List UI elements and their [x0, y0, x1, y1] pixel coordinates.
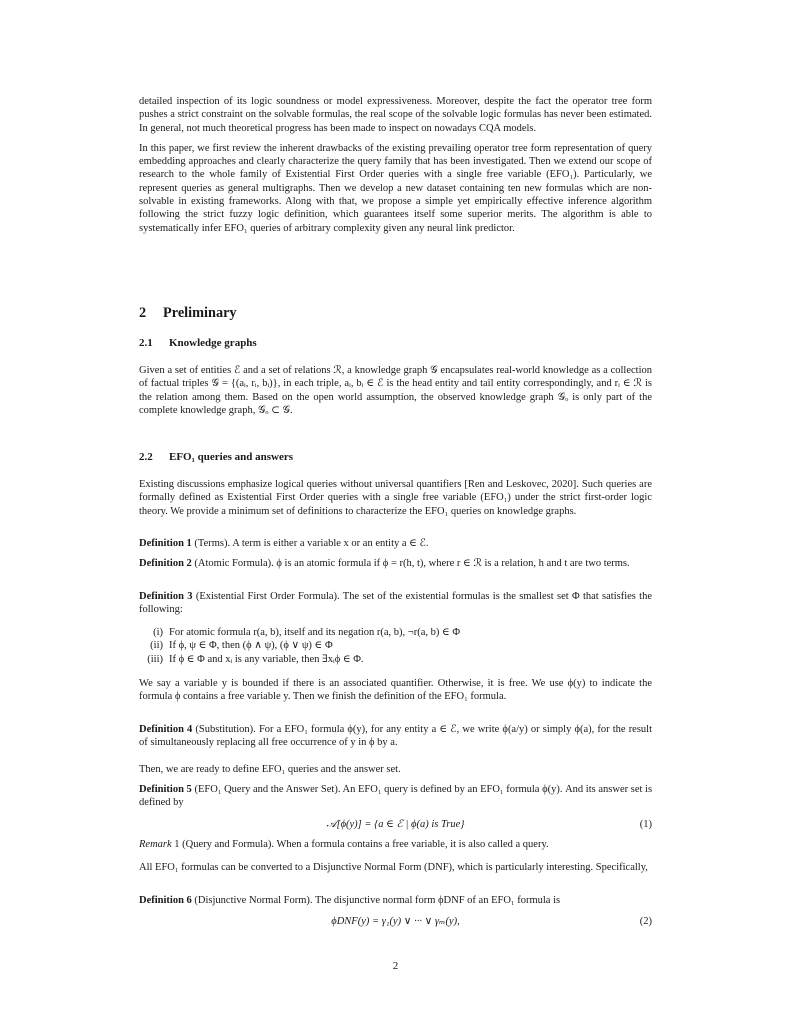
definition-4	[139, 723, 652, 750]
efo-paragraph-block	[139, 478, 652, 518]
intro-block	[139, 95, 652, 235]
bounded-paragraph: We say a variable y is bounded if there is an associated quantifier. Otherwise, it is free. We use ϕ(y) to indicate the formula ϕ contains a free variable y. Then we finish the definition of the EFO₁ formula.	[139, 678, 652, 703]
remark-name: (Query and Formula).	[182, 839, 275, 850]
subsection-heading-2-1	[139, 337, 652, 349]
equation-2	[139, 915, 652, 929]
definition-name: (Disjunctive Normal Form).	[194, 895, 313, 906]
definition-3-list	[133, 626, 646, 666]
definition-text: The set of the existential formulas is the smallest set Φ that satisfies the following:	[139, 591, 653, 616]
remark-number: 1	[174, 839, 180, 850]
definition-5	[139, 783, 652, 810]
equation-number: (1)	[639, 819, 652, 830]
intro-paragraph-1: detailed inspection of its logic soundness or model expressiveness. Moreover, despite the fact the operator tree form pushes a strict constraint on the solvable formulas, the real scope of the solvable logic formulas has never been estimated. In general, not much theoretical progress has been made to inspect on nowadays CQA models.	[139, 96, 652, 134]
definition-head: Definition 3	[139, 591, 193, 602]
remark-text: When a formula contains a free variable, it is also called a query.	[276, 839, 549, 850]
definition-3	[139, 590, 652, 617]
section-number: 2	[139, 305, 147, 321]
bounded-paragraph-block	[139, 677, 652, 704]
definition-text: The disjunctive normal form ϕDNF of an EFO₁ formula is	[314, 895, 561, 906]
remark-1	[139, 838, 652, 851]
dnf-paragraph-block	[139, 861, 652, 874]
remark-head: Remark	[139, 839, 172, 850]
equation-body: ϕDNF(y) = γ₁(y) ∨ ··· ∨ γₘ(y),	[331, 916, 460, 927]
page-number: 2	[392, 960, 399, 972]
definition-name: (Substitution).	[195, 724, 256, 735]
definition-head: Definition 2	[139, 558, 192, 569]
definition-6	[139, 894, 652, 907]
definition-text: ϕ is an atomic formula if ϕ = r(h, t), where r ∈ ℛ is a relation, h and t are two terms.	[276, 558, 630, 569]
definition-head: Definition 4	[139, 724, 193, 735]
definition-name: (EFO₁ Query and the Answer Set).	[194, 784, 341, 795]
subsection-number: 2.1	[139, 337, 153, 349]
list-item: (i) For atomic formula r(a, b), itself and its negation r(a, b), ¬r(a, b) ∈ Φ	[153, 627, 461, 638]
equation-body: 𝒜[ϕ(y)] = {a ∈ ℰ | ϕ(a) is True}	[326, 819, 465, 830]
answer-intro-block	[139, 763, 652, 776]
definition-1	[139, 537, 652, 550]
definition-head: Definition 6	[139, 895, 192, 906]
subsection-number: 2.2	[139, 451, 153, 463]
efo-paragraph: Existing discussions emphasize logical queries without universal quantifiers [Ren and Leskovec, 2020]. Such queries are formally defined as Existential First Order queries with a single free variable (EFO₁) under the strict first-order logic theory. We provide a minimum set of definitions to characterize the EFO₁ queries on knowledge graphs.	[139, 479, 652, 517]
section-heading	[139, 305, 652, 322]
section-title: Preliminary	[163, 305, 237, 321]
list-item: (ii) If ϕ, ψ ∈ Φ, then (ϕ ∧ ψ), (ϕ ∨ ψ) ∈ Φ	[150, 640, 333, 652]
answer-intro: Then, we are ready to define EFO₁ queries and the answer set.	[139, 764, 401, 775]
equation-1	[139, 818, 652, 832]
kg-paragraph-block	[139, 364, 652, 417]
intro-paragraph-2: In this paper, we first review the inherent drawbacks of the existing prevailing operator tree form representation of query embedding approaches and clearly characterize the query family that has been investigated. Then we extend our scope of research to the whole family of Existential First Order queries with a single free variable (EFO₁). Particularly, we represent queries as general multigraphs. Then we develop a new dataset containing ten new formulas which are non-solvable in existing frameworks. Along with that, we propose a simple yet empirically effective inference algorithm following the strict fuzzy logic definition, which guarantees itself some superior merits. The algorithm is able to systematically infer EFO₁ queries of arbitrary complexity given any neural link predictor.	[139, 142, 652, 234]
list-item: (iii) If ϕ ∈ Φ and xᵢ is any variable, then ∃xᵢϕ ∈ Φ.	[147, 653, 364, 665]
definition-name: (Existential First Order Formula).	[195, 591, 340, 602]
definition-text: An EFO₁ query is defined by an EFO₁ formula ϕ(y). And its answer set is defined by	[139, 784, 653, 809]
kg-paragraph: Given a set of entities ℰ and a set of relations ℛ, a knowledge graph 𝒢 encapsulates real-world knowledge as a collection of factual triples 𝒢 = {(aᵢ, rᵢ, bᵢ)}, in each triple, aᵢ, bᵢ ∈ ℰ is the head entity and tail entity correspondingly, and rᵢ ∈ ℛ is the relation among them. Based on the open world assumption, the observed knowledge graph 𝒢ₒ is only part of the complete knowledge graph, 𝒢ₒ ⊂ 𝒢.	[139, 365, 652, 416]
definition-name: (Terms).	[194, 538, 231, 549]
definition-name: (Atomic Formula).	[194, 558, 274, 569]
definition-head: Definition 1	[139, 538, 192, 549]
subsection-title: EFO₁ queries and answers	[169, 451, 294, 463]
definition-text: A term is either a variable x or an entity a ∈ ℰ.	[232, 538, 429, 549]
subsection-title: Knowledge graphs	[169, 337, 257, 349]
dnf-paragraph: All EFO₁ formulas can be converted to a Disjunctive Normal Form (DNF), which is particularly interesting. Specifically,	[139, 862, 648, 873]
equation-number: (2)	[639, 916, 652, 927]
definition-head: Definition 5	[139, 784, 192, 795]
subsection-heading-2-2	[139, 451, 652, 463]
definition-text: For a EFO₁ formula ϕ(y), for any entity a ∈ ℰ, we write ϕ(a/y) or simply ϕ(a), for the result of simultaneously replacing all free occurrence of y in ϕ by a.	[139, 724, 653, 749]
definition-2	[139, 557, 652, 570]
